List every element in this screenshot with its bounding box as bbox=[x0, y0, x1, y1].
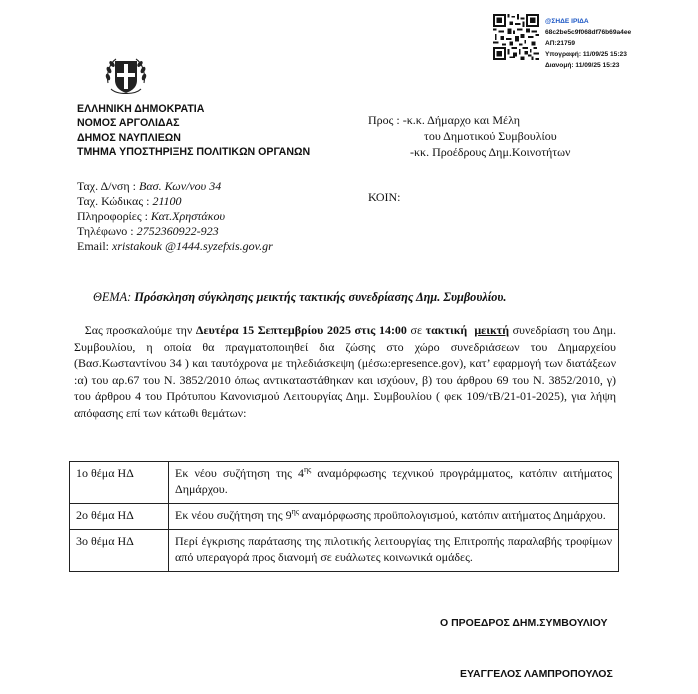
stamp-hash: 68c2be5c9f068df76b69a4ee bbox=[545, 29, 632, 36]
topic-number: 3ο θέμα ΗΔ bbox=[70, 530, 169, 572]
email-label: Email: bbox=[77, 239, 112, 253]
postcode-value: 21100 bbox=[152, 194, 182, 208]
info-label: Πληροφορίες : bbox=[77, 209, 151, 223]
phone-value: 2752360922-923 bbox=[136, 224, 219, 238]
meeting-date: Δευτέρα 15 Σεπτεμβρίου 2025 στις 14:00 bbox=[195, 323, 407, 337]
contact-phone bbox=[77, 224, 273, 239]
stamp-system: @ΣΗΔΕ ΙΡΙΔΑ bbox=[545, 18, 589, 25]
info-value: Κατ.Χρηστάκου bbox=[150, 209, 225, 223]
agenda-topics-table bbox=[69, 461, 619, 572]
qr-code-icon bbox=[493, 14, 539, 60]
meeting-mixed: μεικτή bbox=[474, 323, 510, 337]
address-label: Ταχ. Δ/νση : bbox=[77, 179, 140, 193]
contact-address bbox=[77, 179, 273, 194]
table-row bbox=[70, 462, 619, 504]
table-row bbox=[70, 504, 619, 530]
topic-text-part: Εκ νέου συζήτηση της 4 bbox=[175, 466, 304, 480]
topic-number: 2ο θέμα ΗΔ bbox=[70, 504, 169, 530]
organization-header bbox=[77, 102, 310, 159]
signatory-name: ΕΥΑΓΓΕΛΟΣ ΛΑΜΠΡΟΠΟΥΛΟΣ bbox=[460, 668, 613, 680]
postcode-label: Ταχ. Κώδικας : bbox=[77, 194, 153, 208]
stamp-signed-date: Υπογραφή: 11/09/25 15:23 bbox=[545, 51, 627, 58]
org-line-department: ΤΜΗΜΑ ΥΠΟΣΤΗΡΙΞΗΣ ΠΟΛΙΤΙΚΩΝ ΟΡΓΑΝΩΝ bbox=[77, 145, 311, 158]
recipient-line: Προς : -κ.κ. Δήμαρχο και Μέλη bbox=[368, 113, 521, 127]
topic-text bbox=[169, 462, 619, 504]
topic-text bbox=[169, 504, 619, 530]
topic-superscript: ης bbox=[291, 507, 300, 516]
digital-signature-stamp bbox=[545, 16, 631, 71]
stamp-protocol-number: ΑΠ:21759 bbox=[545, 40, 576, 47]
address-value: Βασ. Κων/νου 34 bbox=[139, 179, 222, 193]
topic-text-part: αναμόρφωσης τεχνικού προγράμματος, κατόπιν αιτήματος Δημάρχου. bbox=[175, 466, 612, 496]
email-value[interactable]: xristakouk @1444.syzefxis.gov.gr bbox=[112, 239, 273, 253]
invitation-paragraph bbox=[74, 322, 616, 422]
org-line-republic: ΕΛΛΗΝΙΚΗ ΔΗΜΟΚΡΑΤΙΑ bbox=[77, 103, 205, 115]
topic-text bbox=[169, 530, 619, 572]
topic-text-part: Περί έγκρισης παράτασης της πιλοτικής λειτουργίας της Επιτροπής παραλαβής τροφίμων από υπεραγορά προς διανομή σε ευάλωτες κοινωνικά ομάδες. bbox=[175, 534, 612, 564]
topic-superscript: ης bbox=[303, 465, 312, 474]
org-line-municipality: ΔΗΜΟΣ ΝΑΥΠΛΙΕΩΝ bbox=[77, 131, 181, 144]
koin-label: ΚΟΙΝ: bbox=[368, 190, 401, 204]
subject-text: Πρόσκληση σύγκλησης μεικτής τακτικής συνεδρίασης Δημ. Συμβουλίου. bbox=[134, 290, 507, 304]
topic-text-part: Εκ νέου συζήτηση της 9 bbox=[175, 508, 292, 522]
contact-postcode bbox=[77, 194, 273, 209]
contact-info-person bbox=[77, 209, 273, 224]
recipient-line: -κκ. Προέδρους Δημ.Κοινοτήτων bbox=[410, 145, 571, 159]
topic-text-part: αναμόρφωσης προϋπολογισμού, κατόπιν αιτήματος Δημάρχου. bbox=[299, 508, 606, 522]
phone-label: Τηλέφωνο : bbox=[77, 224, 137, 238]
table-row bbox=[70, 530, 619, 572]
subject-label: ΘΕΜΑ: bbox=[93, 290, 135, 304]
subject-line bbox=[93, 290, 506, 305]
body-text: συνεδρίαση του Δημ. Συμβουλίου, η οποία θα πραγματοποιηθεί δια ζώσης στο χώρο συνεδριάσεων του Δημαρχείου (Βασ.Κωσταντίνου 34 ) και ταυτόχρονα με τηλεδιάσκεψη (μέσω:epresence.gov), κατ’ εφαρμογή των διατάξεων :α) του αρ.67 του Ν. 3852/2010 όπως αντικαταστάθηκαν και ισχύουν, β) του άρθρου 69 του Ν. 3852/2010, γ) του άρθρου 4 του Πρότυπου Κανονισμού Λειτουργίας Δημ. Συμβουλίου ( φεκ 109/τΒ/21-01-2025), για λήψη απόφασης επί των κάτωθι θεμάτων: bbox=[74, 323, 617, 420]
topic-number: 1ο θέμα ΗΔ bbox=[70, 462, 169, 504]
contact-email bbox=[77, 239, 273, 254]
org-line-prefecture: ΝΟΜΟΣ ΑΡΓΟΛΙΔΑΣ bbox=[77, 117, 180, 130]
recipients-block bbox=[368, 112, 570, 160]
body-text: Σας προσκαλούμε την bbox=[84, 323, 196, 337]
meeting-type: τακτική bbox=[425, 323, 468, 337]
stamp-distributed-date: Διανομή: 11/09/25 15:23 bbox=[545, 62, 620, 69]
greek-coat-of-arms-icon bbox=[103, 53, 149, 99]
contact-info bbox=[77, 179, 273, 254]
body-text: σε bbox=[406, 323, 426, 337]
signatory-title: Ο ΠΡΟΕΔΡΟΣ ΔΗΜ.ΣΥΜΒΟΥΛΙΟΥ bbox=[440, 617, 608, 629]
recipient-line: του Δημοτικού Συμβουλίου bbox=[424, 129, 557, 143]
